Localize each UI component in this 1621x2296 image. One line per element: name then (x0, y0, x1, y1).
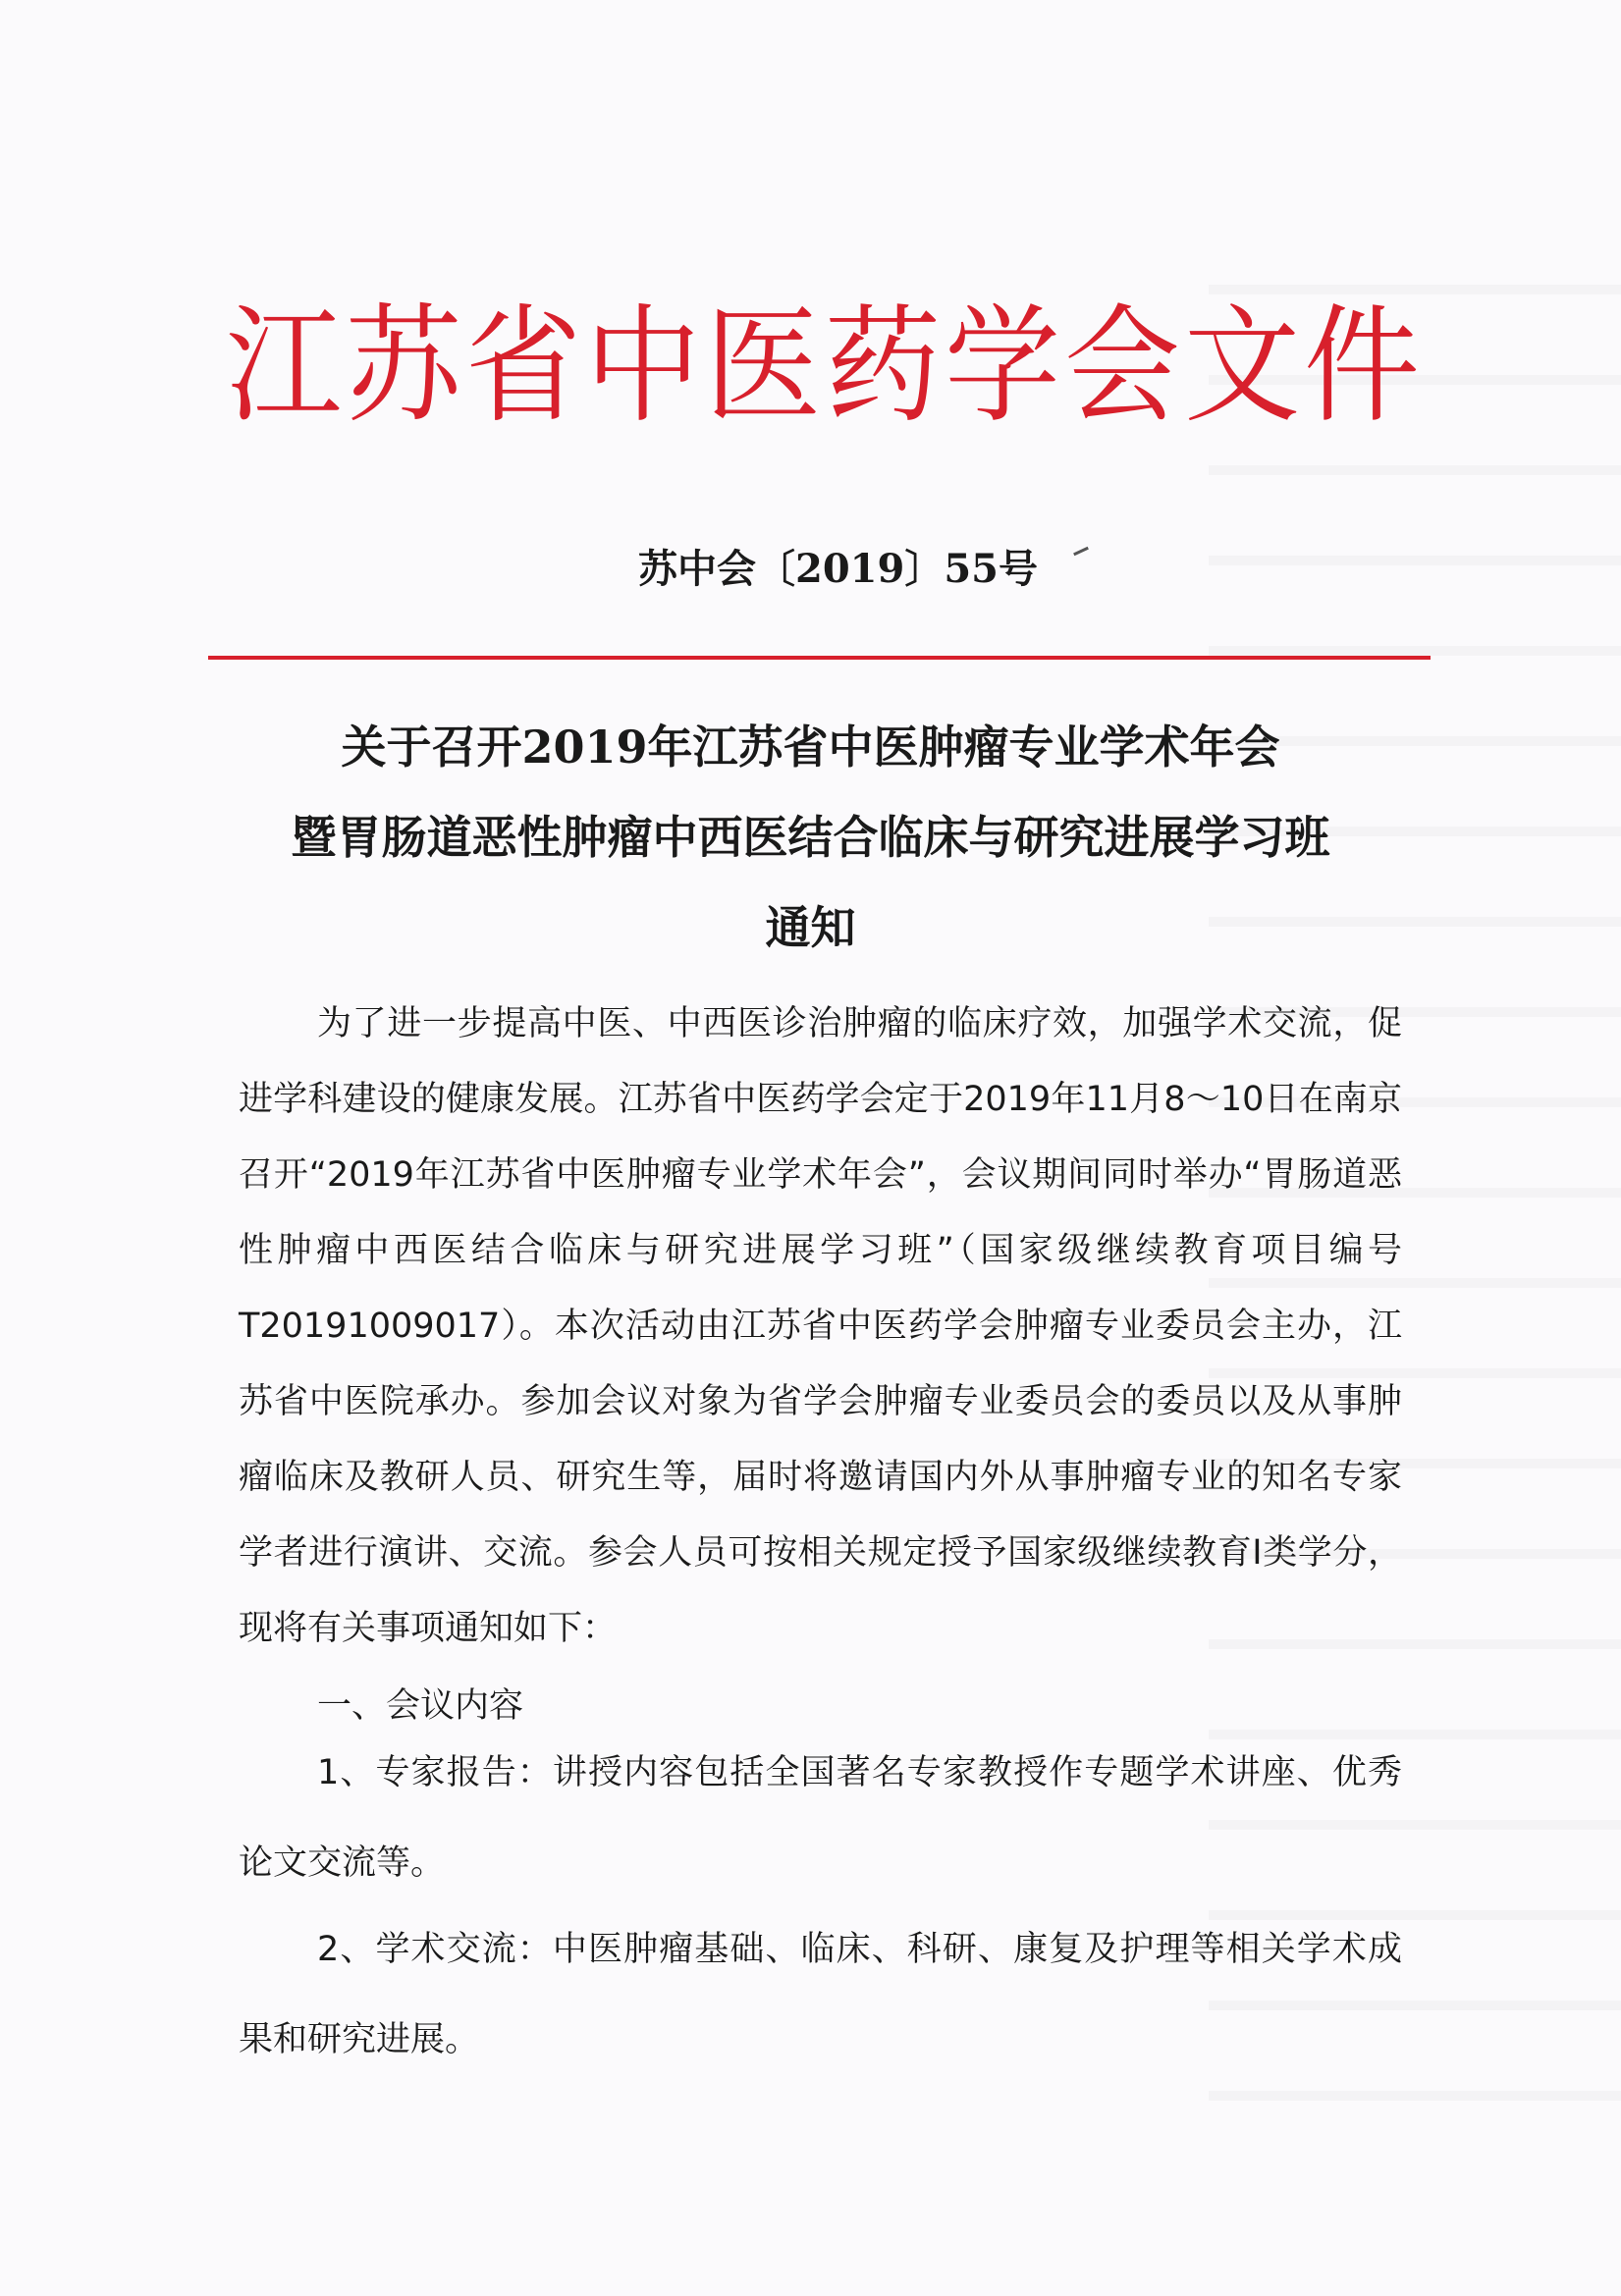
letterhead-title: 江苏省中医药学会文件 (226, 291, 1425, 441)
section-heading-meeting-content: 一、会议内容 (317, 1686, 524, 1726)
content-item-academic-exchange: 2、学术交流：中医肿瘤基础、临床、科研、康复及护理等相关学术成果和研究进展。 (239, 1930, 1402, 2059)
notice-title-line-2: 暨胃肠道恶性肿瘤中西医结合临床与研究进展学习班 (291, 811, 1330, 864)
notice-title (196, 702, 1425, 973)
notice-title-line-3: 通知 (765, 901, 856, 954)
intro-paragraph: 为了进一步提高中医、中西医诊治肿瘤的临床疗效，加强学术交流，促进学科建设的健康发展。江苏省中医药学会定于2019年11月8～10日在南京召开“2019年江苏省中医肿瘤专业学术年会”，会议期间同时举办“胃肠道恶性肿瘤中西医结合临床与研究进展学习班”（国家级继续教育项目编号T20191009017）。本次活动由江苏省中医药学会肿瘤专业委员会主办，江苏省中医院承办。参加会议对象为省学会肿瘤专业委员会的委员以及从事肿瘤临床及教研人员、研究生等，届时将邀请国内外从事肿瘤专业的知名专家学者进行演讲、交流。参会人员可按相关规定授予国家级继续教育Ⅰ类学分，现将有关事项通知如下： (239, 1004, 1402, 1648)
content-item-expert-reports: 1、专家报告：讲授内容包括全国著名专家教授作专题学术讲座、优秀论文交流等。 (239, 1753, 1402, 1883)
notice-title-line-1: 关于召开2019年江苏省中医肿瘤专业学术年会 (341, 721, 1280, 774)
document-number: 苏中会〔2019〕55号 (638, 546, 1038, 592)
red-divider-line (208, 656, 1431, 660)
pen-tick-mark (1073, 547, 1089, 556)
